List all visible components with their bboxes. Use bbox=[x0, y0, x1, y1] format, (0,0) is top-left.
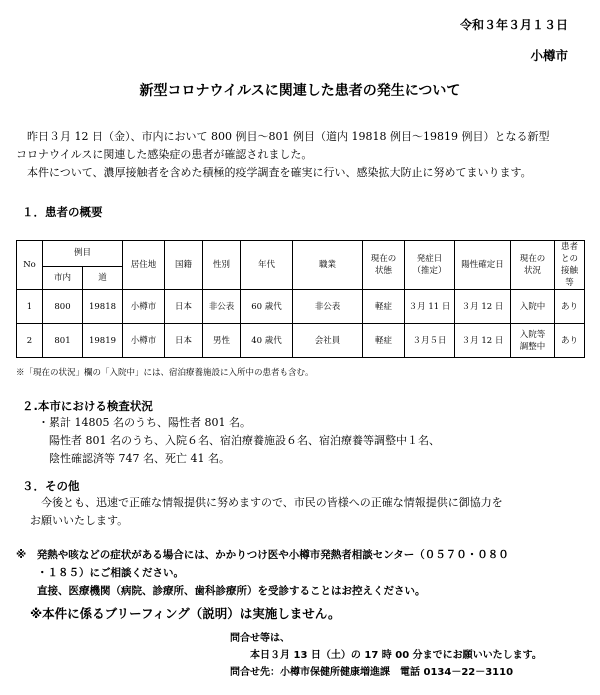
cell-age: 40 歳代 bbox=[241, 324, 293, 358]
other-line: お願いいたします。 bbox=[30, 514, 129, 527]
col-header-gender: 性別 bbox=[203, 241, 241, 290]
document-date: 令和３年３月１３日 bbox=[459, 18, 568, 32]
patient-table bbox=[16, 240, 585, 358]
col-header-case-no: 例目 bbox=[43, 241, 123, 267]
notice-line: ※ 発熱や咳などの症状がある場合には、かかりつけ医や小樽市発熱者相談センター（０５７０・０８０ bbox=[16, 549, 509, 561]
testing-summary bbox=[38, 414, 440, 468]
col-header-line: 患者との bbox=[561, 242, 579, 264]
intro-line: 昨日３月 12 日（金）、市内において 800 例目～801 例目（道内 19818 例目～19819 例目）となる新型 bbox=[16, 130, 550, 143]
col-header-line: 発症日 bbox=[416, 254, 443, 264]
col-header-line: （推定） bbox=[412, 266, 447, 276]
intro-line: コロナウイルスに関連した感染症の患者が確認されました。 bbox=[16, 148, 313, 161]
cell-onset: ３月５日 bbox=[405, 324, 455, 358]
cell-gender: 非公表 bbox=[203, 290, 241, 324]
notice-line: 直接、医療機関（病院、診療所、歯科診療所）を受診することはお控えください。 bbox=[16, 585, 426, 597]
inquiry-block bbox=[230, 630, 542, 681]
col-header-age: 年代 bbox=[241, 241, 293, 290]
cell-residence: 小樽市 bbox=[123, 290, 165, 324]
cell-status bbox=[511, 324, 555, 358]
cell-city-case: 800 bbox=[43, 290, 83, 324]
section-heading-testing: ２.本市における検査状況 bbox=[22, 399, 153, 413]
cell-prefecture-case: 19818 bbox=[83, 290, 123, 324]
cell-nationality: 日本 bbox=[165, 324, 203, 358]
col-header-confirmed: 陽性確定日 bbox=[455, 241, 511, 290]
cell-occupation: 会社員 bbox=[293, 324, 363, 358]
col-header-city: 市内 bbox=[43, 266, 83, 289]
cell-contact: あり bbox=[555, 324, 585, 358]
testing-line: 陰性確認済等 747 名、死亡 41 名。 bbox=[38, 452, 230, 465]
cell-status-line: 入院等 bbox=[519, 329, 546, 340]
cell-nationality: 日本 bbox=[165, 290, 203, 324]
col-header-prefecture: 道 bbox=[83, 266, 123, 289]
section-heading-other: ３．その他 bbox=[22, 479, 80, 493]
cell-symptom: 軽症 bbox=[363, 324, 405, 358]
inquiry-line: 問合せ先：小樽市保健所健康増進課 電話 0134－22－3110 bbox=[230, 667, 514, 678]
col-header-occupation: 職業 bbox=[293, 241, 363, 290]
inquiry-line: 問合せ等は、 bbox=[230, 633, 290, 644]
col-header-residence: 居住地 bbox=[123, 241, 165, 290]
cell-onset: ３月 11 日 bbox=[405, 290, 455, 324]
document-title: 新型コロナウイルスに関連した患者の発生について bbox=[139, 83, 461, 99]
col-header-line: 接触等 bbox=[561, 266, 579, 288]
cell-occupation: 非公表 bbox=[293, 290, 363, 324]
col-header-line: 状況 bbox=[524, 266, 542, 276]
intro-paragraph bbox=[16, 128, 549, 182]
col-header-line: 状態 bbox=[375, 266, 393, 276]
col-header-status bbox=[511, 241, 555, 290]
cell-contact: あり bbox=[555, 290, 585, 324]
testing-line: 陽性者 801 名のうち、入院６名、宿泊療養施設６名、宿泊療養等調整中１名、 bbox=[38, 434, 440, 447]
col-header-line: 現在の bbox=[519, 254, 546, 264]
inquiry-line: 本日３月 13 日（土）の 17 時 00 分までにお願いいたします。 bbox=[230, 650, 542, 661]
other-paragraph bbox=[30, 494, 503, 530]
intro-line: 本件について、濃厚接触者を含めた積極的疫学調査を確実に行い、感染拡大防止に努めてまいります。 bbox=[16, 166, 532, 179]
cell-gender: 男性 bbox=[203, 324, 241, 358]
cell-city-case: 801 bbox=[43, 324, 83, 358]
col-header-contact bbox=[555, 241, 585, 290]
cell-status-line: 入院中 bbox=[519, 301, 546, 312]
cell-prefecture-case: 19819 bbox=[83, 324, 123, 358]
cell-age: 60 歳代 bbox=[241, 290, 293, 324]
cell-no: 1 bbox=[17, 290, 43, 324]
other-line: 今後とも、迅速で正確な情報提供に努めますので、市民の皆様への正確な情報提供に御協力を bbox=[30, 496, 503, 509]
briefing-notice: ※本件に係るブリーフィング（説明）は実施しません。 bbox=[30, 606, 341, 621]
cell-status bbox=[511, 290, 555, 324]
cell-symptom: 軽症 bbox=[363, 290, 405, 324]
cell-confirmed: ３月 12 日 bbox=[455, 290, 511, 324]
table-row bbox=[17, 324, 585, 358]
fever-notice bbox=[16, 546, 509, 600]
cell-confirmed: ３月 12 日 bbox=[455, 324, 511, 358]
col-header-symptom bbox=[363, 241, 405, 290]
notice-line: ・１８５）にご相談ください。 bbox=[16, 567, 184, 579]
testing-line: ・累計 14805 名のうち、陽性者 801 名。 bbox=[38, 416, 251, 429]
col-header-no: No bbox=[17, 241, 43, 290]
col-header-nationality: 国籍 bbox=[165, 241, 203, 290]
cell-no: 2 bbox=[17, 324, 43, 358]
cell-status-line: 調整中 bbox=[519, 341, 546, 352]
cell-residence: 小樽市 bbox=[123, 324, 165, 358]
section-heading-patients: １．患者の概要 bbox=[22, 205, 103, 219]
col-header-line: 現在の bbox=[370, 254, 397, 264]
table-row bbox=[17, 290, 585, 324]
col-header-onset bbox=[405, 241, 455, 290]
table-footnote: ※「現在の状況」欄の「入院中」には、宿泊療養施設に入所中の患者も含む。 bbox=[16, 368, 314, 378]
issuer-city: 小樽市 bbox=[530, 48, 568, 63]
